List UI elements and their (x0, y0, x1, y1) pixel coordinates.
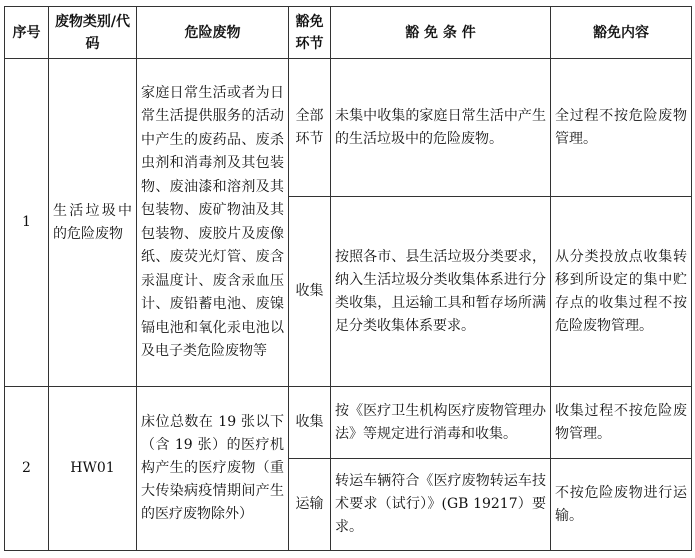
row2-category: HW01 (49, 387, 137, 551)
exemption-table (4, 6, 692, 551)
header-condition: 豁 免 条 件 (331, 7, 551, 59)
row1-content-1: 全过程不按危险废物管理。 (551, 59, 692, 197)
header-row (5, 7, 692, 59)
row2-stage-2: 运输 (289, 459, 331, 551)
row1-condition-1: 未集中收集的家庭日常生活中产生的生活垃圾中的危险废物。 (331, 59, 551, 197)
row2-stage-1: 收集 (289, 387, 331, 459)
header-stage: 豁免环节 (289, 7, 331, 59)
header-content: 豁免内容 (551, 7, 692, 59)
row2-content-2: 不按危险废物进行运输。 (551, 459, 692, 551)
row1-waste: 家庭日常生活或者为日常生活提供服务的活动中产生的废药品、废杀虫剂和消毒剂及其包装物、废油漆和溶剂及其包装物、废矿物油及其包装物、废胶片及废像纸、废荧光灯管、废含汞温度计、废含汞血压计、废铅蓄电池、废镍镉电池和氧化汞电池以及电子类危险废物等 (137, 59, 289, 387)
row1-seq: 1 (5, 59, 49, 387)
row2-content-1: 收集过程不按危险废物管理。 (551, 387, 692, 459)
row1-condition-2: 按照各市、县生活垃圾分类要求，纳入生活垃圾分类收集体系进行分类收集，且运输工具和暂存场所满足分类收集体系要求。 (331, 197, 551, 387)
row1-stage-1: 全部环节 (289, 59, 331, 197)
header-waste: 危险废物 (137, 7, 289, 59)
table-row (5, 59, 692, 197)
header-category: 废物类别/代码 (49, 7, 137, 59)
row1-content-2: 从分类投放点收集转移到所设定的集中贮存点的收集过程不按危险废物管理。 (551, 197, 692, 387)
header-seq: 序号 (5, 7, 49, 59)
table-row (5, 387, 692, 459)
row2-condition-2: 转运车辆符合《医疗废物转运车技术要求（试行）》(GB 19217）要求。 (331, 459, 551, 551)
row2-waste: 床位总数在 19 张以下（含 19 张）的医疗机构产生的医疗废物（重大传染病疫情期间产生的医疗废物除外） (137, 387, 289, 551)
row1-category: 生活垃圾中的危险废物 (49, 59, 137, 387)
row2-condition-1: 按《医疗卫生机构医疗废物管理办法》等规定进行消毒和收集。 (331, 387, 551, 459)
row2-seq: 2 (5, 387, 49, 551)
row1-stage-2: 收集 (289, 197, 331, 387)
